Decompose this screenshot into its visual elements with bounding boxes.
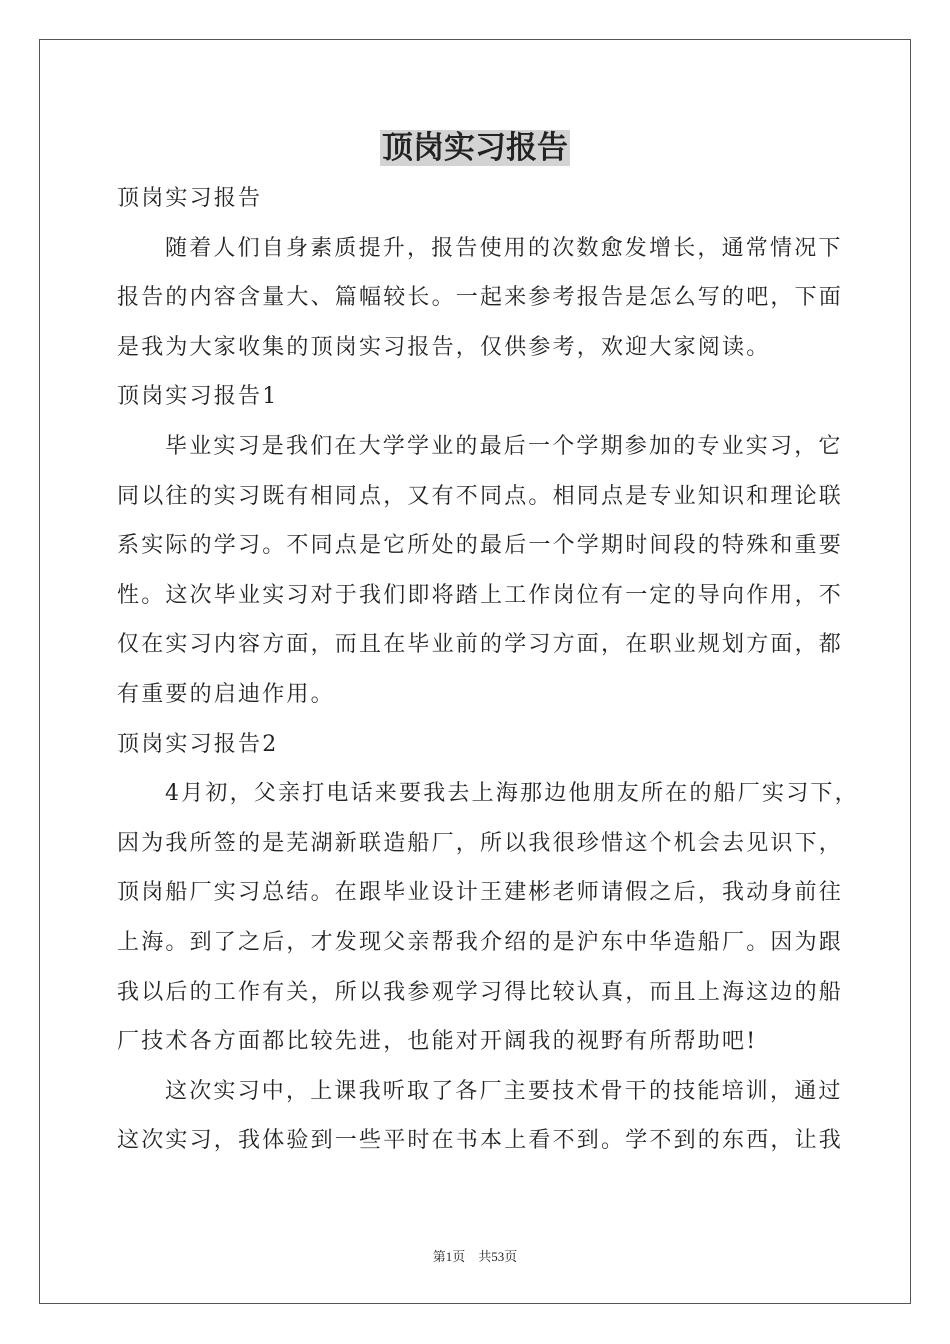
page-footer bbox=[0, 1246, 950, 1265]
text-line: 顶岗实习报告1 bbox=[117, 384, 279, 410]
text-line: 仅在实习内容方面，而且在毕业前的学习方面，在职业规划方面，都 bbox=[117, 632, 844, 658]
text-line: 毕业实习是我们在大学学业的最后一个学期参加的专业实习，它 bbox=[165, 433, 843, 459]
text-line: 顶岗实习报告 bbox=[117, 186, 263, 211]
text-line: 随着人们自身素质提升，报告使用的次数愈发增长，通常情况下 bbox=[165, 235, 843, 261]
text-line: 上海。到了之后，才发现父亲帮我介绍的是沪东中华造船厂。因为跟 bbox=[117, 929, 844, 955]
text-line: 4月初，父亲打电话来要我去上海那边他朋友所在的船厂实习下， bbox=[165, 781, 859, 807]
text-line: 顶岗船厂实习总结。在跟毕业设计王建彬老师请假之后，我动身前往 bbox=[117, 880, 844, 906]
document-title bbox=[0, 126, 950, 170]
text-line: 是我为大家收集的顶岗实习报告，仅供参考，欢迎大家阅读。 bbox=[117, 334, 771, 360]
document-body bbox=[117, 174, 859, 1166]
text-line: 报告的内容含量大、篇幅较长。一起来参考报告是怎么写的吧，下面 bbox=[117, 285, 844, 311]
text-line: 厂技术各方面都比较先进，也能对开阔我的视野有所帮助吧! bbox=[117, 1029, 758, 1055]
text-line: 顶岗实习报告2 bbox=[117, 731, 279, 757]
text-line: 性。这次毕业实习对于我们即将踏上工作岗位有一定的导向作用，不 bbox=[117, 582, 844, 608]
text-line: 有重要的启迪作用。 bbox=[117, 681, 335, 707]
text-line: 同以往的实习既有相同点，又有不同点。相同点是专业知识和理论联 bbox=[117, 483, 844, 509]
text-line: 我以后的工作有关，所以我参观学习得比较认真，而且上海这边的船 bbox=[117, 979, 844, 1005]
text-line: 因为我所签的是芜湖新联造船厂，所以我很珍惜这个机会去见识下， bbox=[117, 830, 844, 856]
text-line: 这次实习中，上课我听取了各厂主要技术骨干的技能培训，通过 bbox=[165, 1078, 843, 1104]
page-number: 第1页 共53页 bbox=[432, 1249, 518, 1264]
text-line: 这次实习，我体验到一些平时在书本上看不到。学不到的东西，让我 bbox=[117, 1128, 844, 1154]
document-title-text: 顶岗实习报告 bbox=[382, 130, 568, 166]
text-line: 系实际的学习。不同点是它所处的最后一个学期时间段的特殊和重要 bbox=[117, 533, 844, 559]
